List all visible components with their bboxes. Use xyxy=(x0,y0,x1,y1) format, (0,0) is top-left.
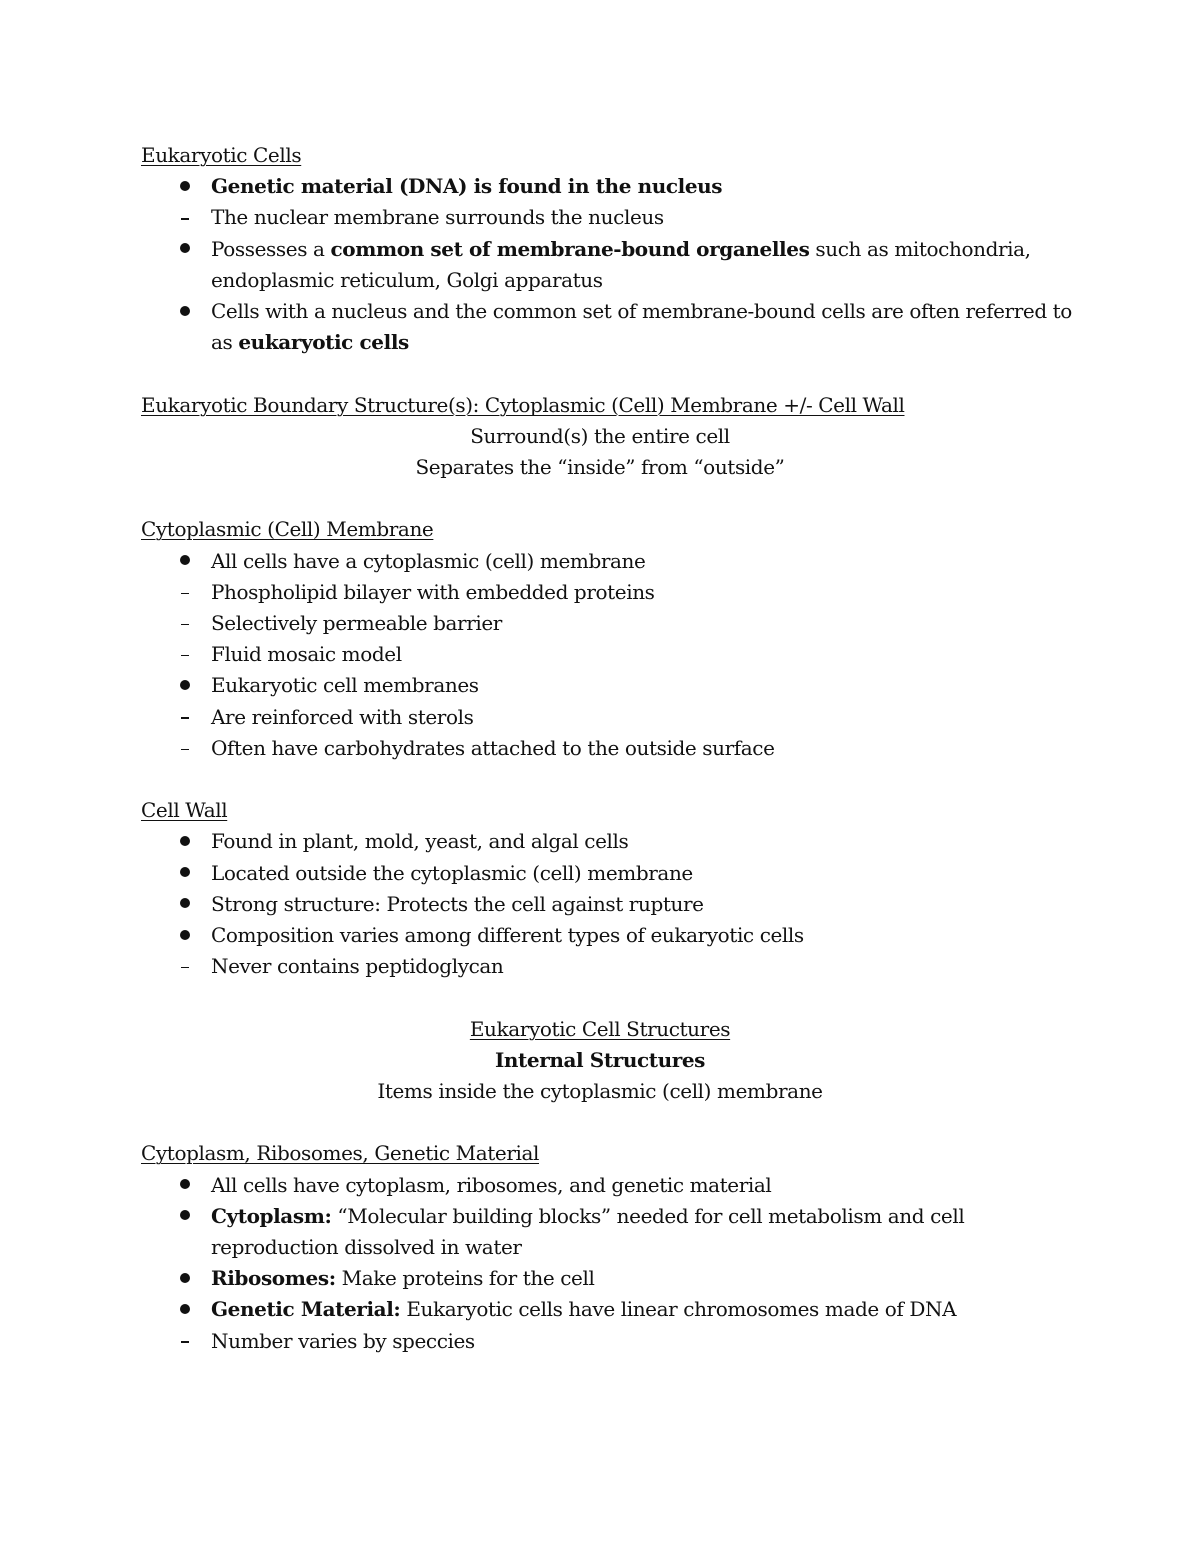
spacer xyxy=(141,982,1070,1013)
bullet-item: Ribosomes: Make proteins for the cell xyxy=(141,1263,1070,1294)
dash-item: The nuclear membrane surrounds the nucleus xyxy=(141,202,1070,233)
bullet-item: Located outside the cytoplasmic (cell) membrane xyxy=(141,858,1070,889)
bullet-item: Eukaryotic cell membranes xyxy=(141,670,1070,701)
section-heading: Cell Wall xyxy=(141,798,228,823)
dash-item: Never contains peptidoglycan xyxy=(141,951,1070,982)
section-heading: Cytoplasmic (Cell) Membrane xyxy=(141,517,434,542)
bullet-item: Composition varies among different types of eukaryotic cells xyxy=(141,920,1070,951)
bullet-dot-icon xyxy=(175,296,195,327)
bullet-dot-icon xyxy=(175,858,195,889)
bullet-item: Cells with a nucleus and the common set of membrane-bound cells are often referred to xyxy=(141,296,1070,327)
bullet-item: Cytoplasm: “Molecular building blocks” needed for cell metabolism and cell xyxy=(141,1201,1070,1232)
dash-icon xyxy=(175,951,195,982)
section-heading: Eukaryotic Cells xyxy=(141,143,302,167)
dash-item: Selectively permeable barrier xyxy=(141,608,1070,639)
centered-text: Items inside the cytoplasmic (cell) membrane xyxy=(377,1079,823,1104)
bullet-continuation: as eukaryotic cells xyxy=(211,330,409,355)
bullet-dot-icon xyxy=(175,546,195,577)
section-boundary-structures xyxy=(141,390,1070,484)
dash-item: Often have carbohydrates attached to the outside surface xyxy=(141,733,1070,764)
dash-icon xyxy=(175,608,195,639)
spacer xyxy=(141,1107,1070,1138)
bullet-item: All cells have cytoplasm, ribosomes, and genetic material xyxy=(141,1170,1070,1201)
dash-icon xyxy=(175,577,195,608)
bullet-item: All cells have a cytoplasmic (cell) membrane xyxy=(141,546,1070,577)
bullet-dot-icon xyxy=(175,889,195,920)
centered-text: Surround(s) the entire cell xyxy=(470,423,730,448)
section-heading: Cytoplasm, Ribosomes, Genetic Material xyxy=(141,1141,540,1166)
bullet-item: Possesses a common set of membrane-bound organelles such as mitochondria, xyxy=(141,234,1070,265)
section-cell-wall xyxy=(141,795,1070,982)
bullet-item: Genetic Material: Eukaryotic cells have linear chromosomes made of DNA xyxy=(141,1294,1070,1325)
bullet-dot-icon xyxy=(175,1263,195,1294)
dash-item: Fluid mosaic model xyxy=(141,639,1070,670)
bullet-dot-icon xyxy=(175,1170,195,1201)
bullet-item: Found in plant, mold, yeast, and algal cells xyxy=(141,826,1070,857)
bullet-dot-icon xyxy=(175,920,195,951)
section-heading: Eukaryotic Boundary Structure(s): Cytoplasmic (Cell) Membrane +/- Cell Wall xyxy=(141,392,905,417)
section-cytoplasmic-membrane xyxy=(141,514,1070,764)
bullet-dot-icon xyxy=(175,1201,195,1232)
bullet-item: Strong structure: Protects the cell against rupture xyxy=(141,889,1070,920)
dash-icon xyxy=(175,1326,195,1357)
section-cytoplasm-ribosomes xyxy=(141,1138,1070,1356)
dash-item: Phospholipid bilayer with embedded proteins xyxy=(141,577,1070,608)
section-eukaryotic-cells xyxy=(141,140,1070,358)
dash-icon xyxy=(175,733,195,764)
bullet-dot-icon xyxy=(175,826,195,857)
bullet-continuation: endoplasmic reticulum, Golgi apparatus xyxy=(211,267,603,292)
dash-item: Are reinforced with sterols xyxy=(141,702,1070,733)
dash-icon xyxy=(175,202,195,233)
bullet-continuation: reproduction dissolved in water xyxy=(211,1235,522,1260)
dash-icon xyxy=(175,639,195,670)
section-cell-structures xyxy=(141,1014,1070,1108)
section-subheading: Internal Structures xyxy=(494,1047,706,1072)
bullet-dot-icon xyxy=(175,670,195,701)
spacer xyxy=(141,483,1070,514)
centered-text: Separates the “inside” from “outside” xyxy=(415,455,785,480)
bullet-dot-icon xyxy=(175,234,195,265)
dash-icon xyxy=(175,702,195,733)
bullet-dot-icon xyxy=(175,1294,195,1325)
spacer xyxy=(141,358,1070,389)
dash-item: Number varies by speccies xyxy=(141,1326,1070,1357)
bullet-item: Genetic material (DNA) is found in the nucleus xyxy=(141,171,1070,202)
spacer xyxy=(141,764,1070,795)
bullet-dot-icon xyxy=(175,171,195,202)
section-heading: Eukaryotic Cell Structures xyxy=(469,1016,731,1041)
